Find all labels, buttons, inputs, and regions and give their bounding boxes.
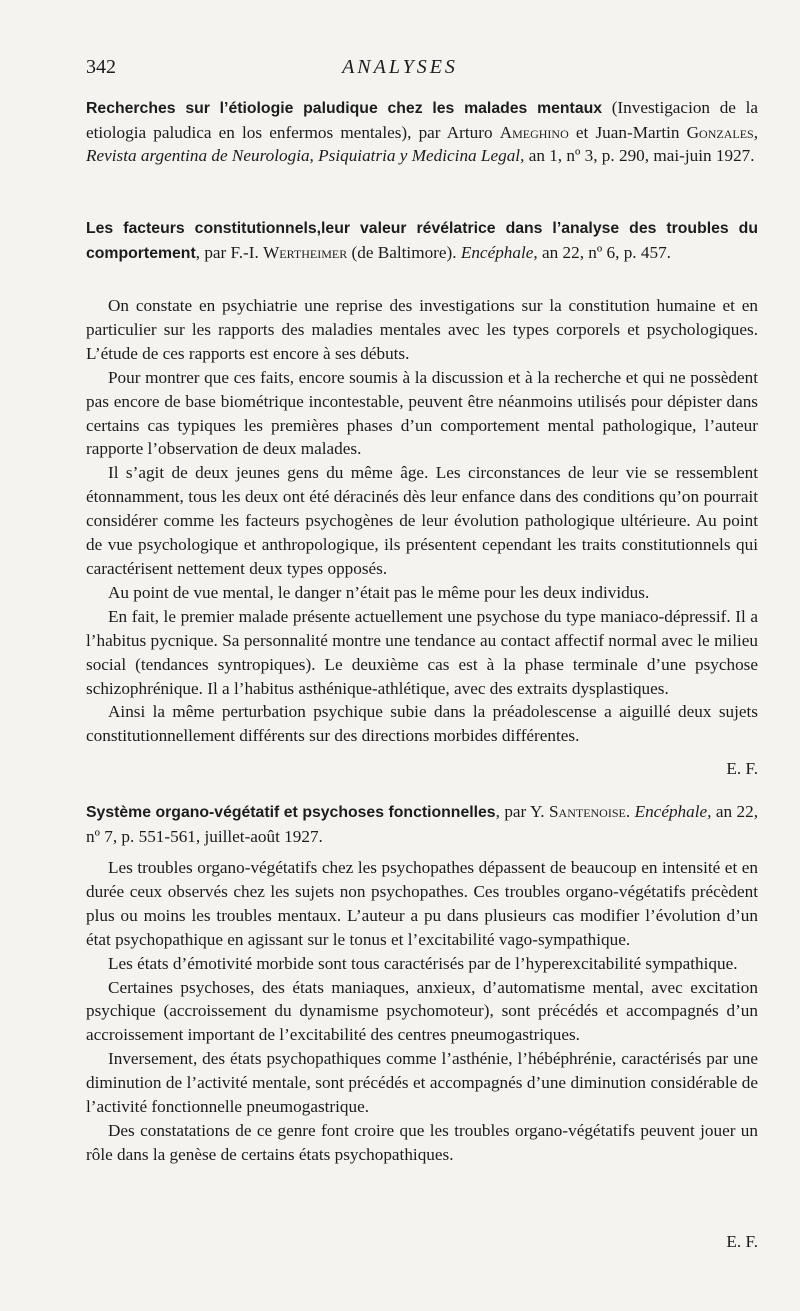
entry-author: Wertheimer bbox=[263, 242, 348, 262]
paragraph: Des constatations de ce genre font croire que les troubles organo-végétatifs peuvent jouer un rôle dans la genèse de certains états psychopathiques. bbox=[86, 1120, 758, 1164]
paragraph: Il s’agit de deux jeunes gens du même âge. Les circonstances de leur vie se ressemblent étonnamment, tous les deux ont été déracinés dès leur enfance dans des conditions qu’on pourrait considérer comme les facteurs psychogènes de leur évolution pathologique ultérieure. Au point de vue psychologique et anthropologique, ils présentent cependant les traits constitutionnels qui caractérisent nettement deux types opposés. bbox=[86, 463, 758, 578]
paragraph: On constate en psychiatrie une reprise des investigations sur la constitution humaine et en particulier sur les rapports des maladies mentales avec les types corporels et psychologiques. L’étude de ces rapports est encore à ses débuts. bbox=[86, 296, 758, 363]
entry-journal: Encéphale, bbox=[460, 242, 538, 262]
signature: E. F. bbox=[726, 759, 758, 778]
entry-citation: , bbox=[753, 122, 758, 142]
entry-2-body bbox=[86, 294, 758, 748]
entry-journal: Encéphale, bbox=[634, 802, 712, 821]
paragraph: Au point de vue mental, le danger n’était pas le même pour les deux individus. bbox=[108, 582, 650, 602]
entry-citation: an 22, nº 7, p. 551-561, juillet-août 1927. bbox=[86, 802, 758, 846]
running-header bbox=[86, 56, 760, 82]
entry-citation: , par Y. bbox=[495, 802, 549, 821]
paragraph: Ainsi la même perturbation psychique subie dans la préadolescense a aiguillé deux sujets constitutionnellement différents sur des directions morbides différentes. bbox=[86, 702, 758, 746]
entry-author: Ameghino bbox=[499, 122, 569, 142]
entry-3-body bbox=[86, 856, 758, 1167]
entry-title: Recherches sur l’étiologie paludique chez les malades mentaux bbox=[86, 100, 603, 117]
entry-citation: (Investigacion de la etiologia paludica en los enfermos mentales), par Arturo bbox=[86, 98, 758, 142]
paragraph: Les états d’émotivité morbide sont tous caractérisés par de l’hyperexcitabilité sympathique. bbox=[108, 953, 738, 973]
entry-citation: . bbox=[625, 802, 635, 821]
entry-citation: et Juan-Martin bbox=[568, 122, 687, 142]
entry-2 bbox=[86, 216, 758, 265]
running-title: ANALYSES bbox=[342, 56, 458, 78]
entry-3 bbox=[86, 800, 758, 848]
entry-journal: Revista argentina de Neurologia, Psiquiatria y Medicina Legal, bbox=[86, 146, 525, 166]
paragraph: Certaines psychoses, des états maniaques, anxieux, d’automatisme mental, avec excitation psychique (accroissement du dynamisme psychomoteur), sont précédés et accompagnés d’un accroissement important de l’excitabilité des centres pneumogastriques. bbox=[86, 977, 758, 1045]
paragraph: Inversement, des états psychopathiques comme l’asthénie, l’hébéphrénie, caractérisés par une diminution de l’activité mentale, sont précédés et accompagnés d’une diminution considérable de l’activité fonctionnelle pneumogastrique. bbox=[86, 1049, 758, 1117]
entry-citation: (de Baltimore). bbox=[347, 242, 461, 262]
entry-citation: an 22, nº 6, p. 457. bbox=[537, 242, 671, 262]
entry-author: Gonzales bbox=[686, 122, 754, 142]
entry-title: Système organo-végétatif et psychoses fonctionnelles bbox=[86, 804, 496, 821]
paragraph: Pour montrer que ces faits, encore soumis à la discussion et à la recherche et qui ne possèdent pas encore de base biométrique incontestable, peuvent être néanmoins utilisés pour dépister dans certains cas typiques les premières phases d’un comportement mental pathologique, l’auteur rapporte l’observation de deux malades. bbox=[86, 367, 758, 459]
signature: E. F. bbox=[726, 1232, 758, 1251]
page-number: 342 bbox=[86, 56, 116, 78]
paragraph: En fait, le premier malade présente actuellement une psychose du type maniaco-dépressif. Il a l’habitus pycnique. Sa personnalité montre une tendance au contact affectif normal avec le milieu social (tendances syntropiques). Le deuxième cas est à la phase terminale d’une psychose schizophrénique. Il a l’habitus asthénique-athlétique, avec des extraits dysplastiques. bbox=[86, 606, 758, 698]
entry-citation: , par F.-I. bbox=[195, 242, 264, 262]
paragraph: Les troubles organo-végétatifs chez les psychopathes dépassent de beaucoup en intensité et en durée ceux observés chez les sujets non psychopathes. Ces troubles organo-végétatifs précèdent plus ou moins les troubles mentaux. L’auteur a pu dans plusieurs cas modifier l’évolution d’un état psychopathique en agissant sur le tonus et l’excitabilité vago-sympathique. bbox=[86, 858, 758, 949]
entry-title: Les facteurs constitutionnels,leur valeur révélatrice dans l’analyse des troubles du comportement bbox=[86, 220, 758, 262]
entry-citation: an 1, nº 3, p. 290, mai-juin 1927. bbox=[524, 146, 755, 166]
entry-1 bbox=[86, 96, 758, 168]
entry-author: Santenoise bbox=[548, 802, 626, 821]
